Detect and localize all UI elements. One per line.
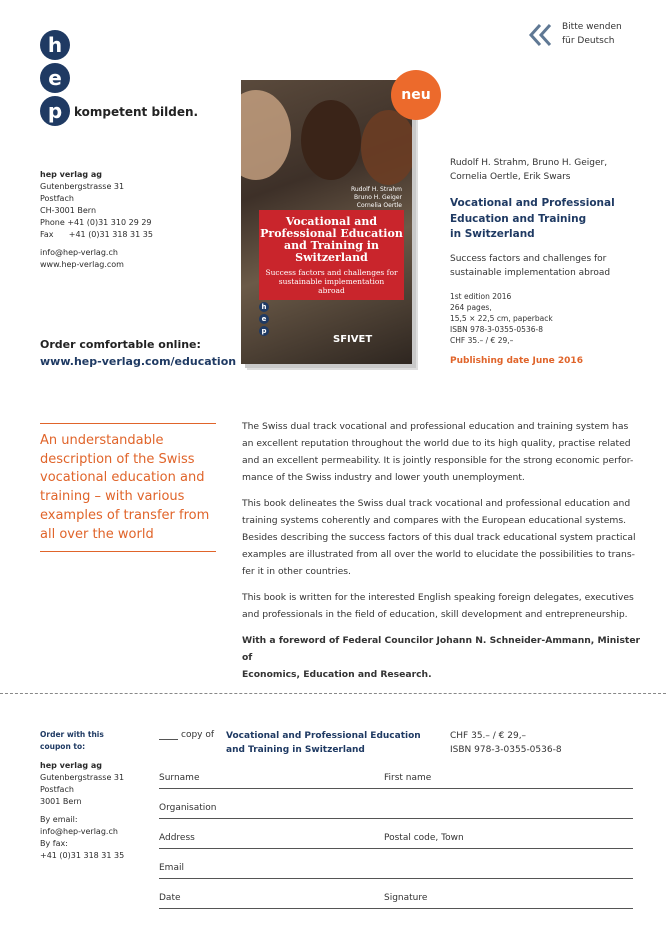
logo [40,30,200,130]
publisher-address [40,169,200,271]
logo-letter-e: e [40,63,70,93]
address-label: Address [159,833,195,843]
description [242,418,652,683]
teaser-text: An understandable description of the Swiss vocational education and training – with various examples of transfer from all over the world [40,433,210,542]
organisation-label: Organisation [159,803,217,813]
cover-logo-h: h [259,302,269,312]
coupon-email[interactable]: info@hep-verlag.ch [40,827,118,836]
cover-subtitle: Success factors and challenges for sustainable implementation abroad [265,268,398,295]
book-format: 15,5 × 22,5 cm, paperback [450,313,553,323]
order-online-label: Order comfortable online: [40,338,201,351]
order-online-link[interactable]: www.hep-verlag.com/education [40,355,237,368]
publisher-fax: Fax +41 (0)31 318 31 35 [40,230,153,239]
cover-logo-e: e [259,314,269,324]
book-title-2: Education and Training [450,212,587,225]
book-authors-1: Rudolf H. Strahm, Bruno H. Geiger, [450,158,608,168]
description-foreword: With a foreword of Federal Councilor Johann N. Schneider-Ammann, Minister of Economics, Education and Research. [242,635,641,680]
coupon-by-email: By email: [40,815,78,824]
first-name-label: First name [384,773,432,783]
book-title-1: Vocational and Professional [450,197,615,209]
description-paragraph-2: This book delineates the Swiss dual track vocational and professional education and training systems coherently and compares with the European educational systems. Besides describing the success factors of this dual track educational system practical examples are illustrated from all over the world to elucidate the possibilities to trans- fer it in other countries. [242,498,636,577]
email-label: Email [159,863,184,873]
publisher-email[interactable]: info@hep-verlag.ch [40,248,118,257]
coupon-city: 3001 Bern [40,797,82,806]
postal-code-label: Postal code, Town [384,833,464,843]
turn-over-line-2: für Deutsch [562,36,615,46]
book-isbn: ISBN 978-3-0355-0536-8 [450,324,543,334]
publisher-name: hep verlag ag [40,170,102,179]
coupon-price-isbn [450,729,562,757]
cover-title-box [259,210,404,300]
description-paragraph-1: The Swiss dual track vocational and professional education and training system has an excellent reputation throughout the world due to its high quality, practise related and an excellent permeability. It is jointly responsible for the strong economic perfor- mance of the Swiss industry and lower youth unemployment. [242,421,634,483]
teaser-rule-bottom [40,551,216,552]
coupon-isbn: ISBN 978-3-0355-0536-8 [450,745,562,755]
book-cover-image [241,80,412,364]
signature-label: Signature [384,893,428,903]
coupon-book-title: Vocational and Professional Education and Training in Switzerland [226,731,421,755]
email-field[interactable] [159,878,633,879]
cover-logo-p: p [259,326,269,336]
coupon-heading-2: coupon to: [40,742,86,751]
surname-field[interactable] [159,788,633,789]
book-price: CHF 35.– / € 29,– [450,335,514,345]
publisher-pobox: Postfach [40,194,74,203]
coupon-by-fax: By fax: [40,839,68,848]
book-authors-2: Cornelia Oertle, Erik Swars [450,172,571,182]
turn-over-note[interactable] [528,20,648,50]
logo-letter-p: p [40,96,70,126]
book-publishing-date: Publishing date June 2016 [450,355,583,366]
address-field[interactable] [159,848,633,849]
publisher-street: Gutenbergstrasse 31 [40,182,125,191]
date-signature-field[interactable] [159,908,633,909]
coupon-fax: +41 (0)31 318 31 35 [40,851,125,860]
surname-label: Surname [159,773,200,783]
cover-title: Vocational and Professional Education and Training in Switzerland [260,215,403,264]
coupon-pobox: Postfach [40,785,74,794]
book-info [450,156,650,366]
date-label: Date [159,893,181,903]
coupon-heading-1: Order with this [40,730,104,739]
turn-over-line-1: Bitte wenden [562,22,622,32]
organisation-field[interactable] [159,818,633,819]
logo-tagline: kompetent bilden. [74,105,199,119]
cover-authors: Rudolf H. Strahm Bruno H. Geiger Cornelia Oertle [350,186,402,209]
coupon-street: Gutenbergstrasse 31 [40,773,125,782]
book-subtitle-2: sustainable implementation abroad [450,267,611,278]
double-chevron-left-icon [528,22,554,48]
book-pages: 264 pages, [450,302,492,312]
description-paragraph-3: This book is written for the interested English speaking foreign delegates, executives and professionals in the field of education, skill development and entrepreneurship. [242,592,634,620]
copy-label: copy of [181,730,215,740]
copy-quantity-field[interactable] [159,739,178,740]
logo-letter-h: h [40,30,70,60]
cut-line [0,693,666,694]
book-edition: 1st edition 2016 [450,291,512,301]
publisher-phone: Phone +41 (0)31 310 29 29 [40,218,152,227]
book-subtitle-1: Success factors and challenges for [450,253,607,264]
new-badge: neu [391,70,441,120]
cover-partner-logo: SFIVET [333,334,373,345]
coupon-address [40,729,150,862]
publisher-city: CH-3001 Bern [40,206,97,215]
book-title-3: in Switzerland [450,228,535,240]
publisher-web[interactable]: www.hep-verlag.com [40,260,124,269]
teaser-rule-top [40,423,216,424]
order-online [40,336,240,370]
coupon-publisher-name: hep verlag ag [40,761,102,770]
coupon-price: CHF 35.– / € 29,– [450,731,527,741]
